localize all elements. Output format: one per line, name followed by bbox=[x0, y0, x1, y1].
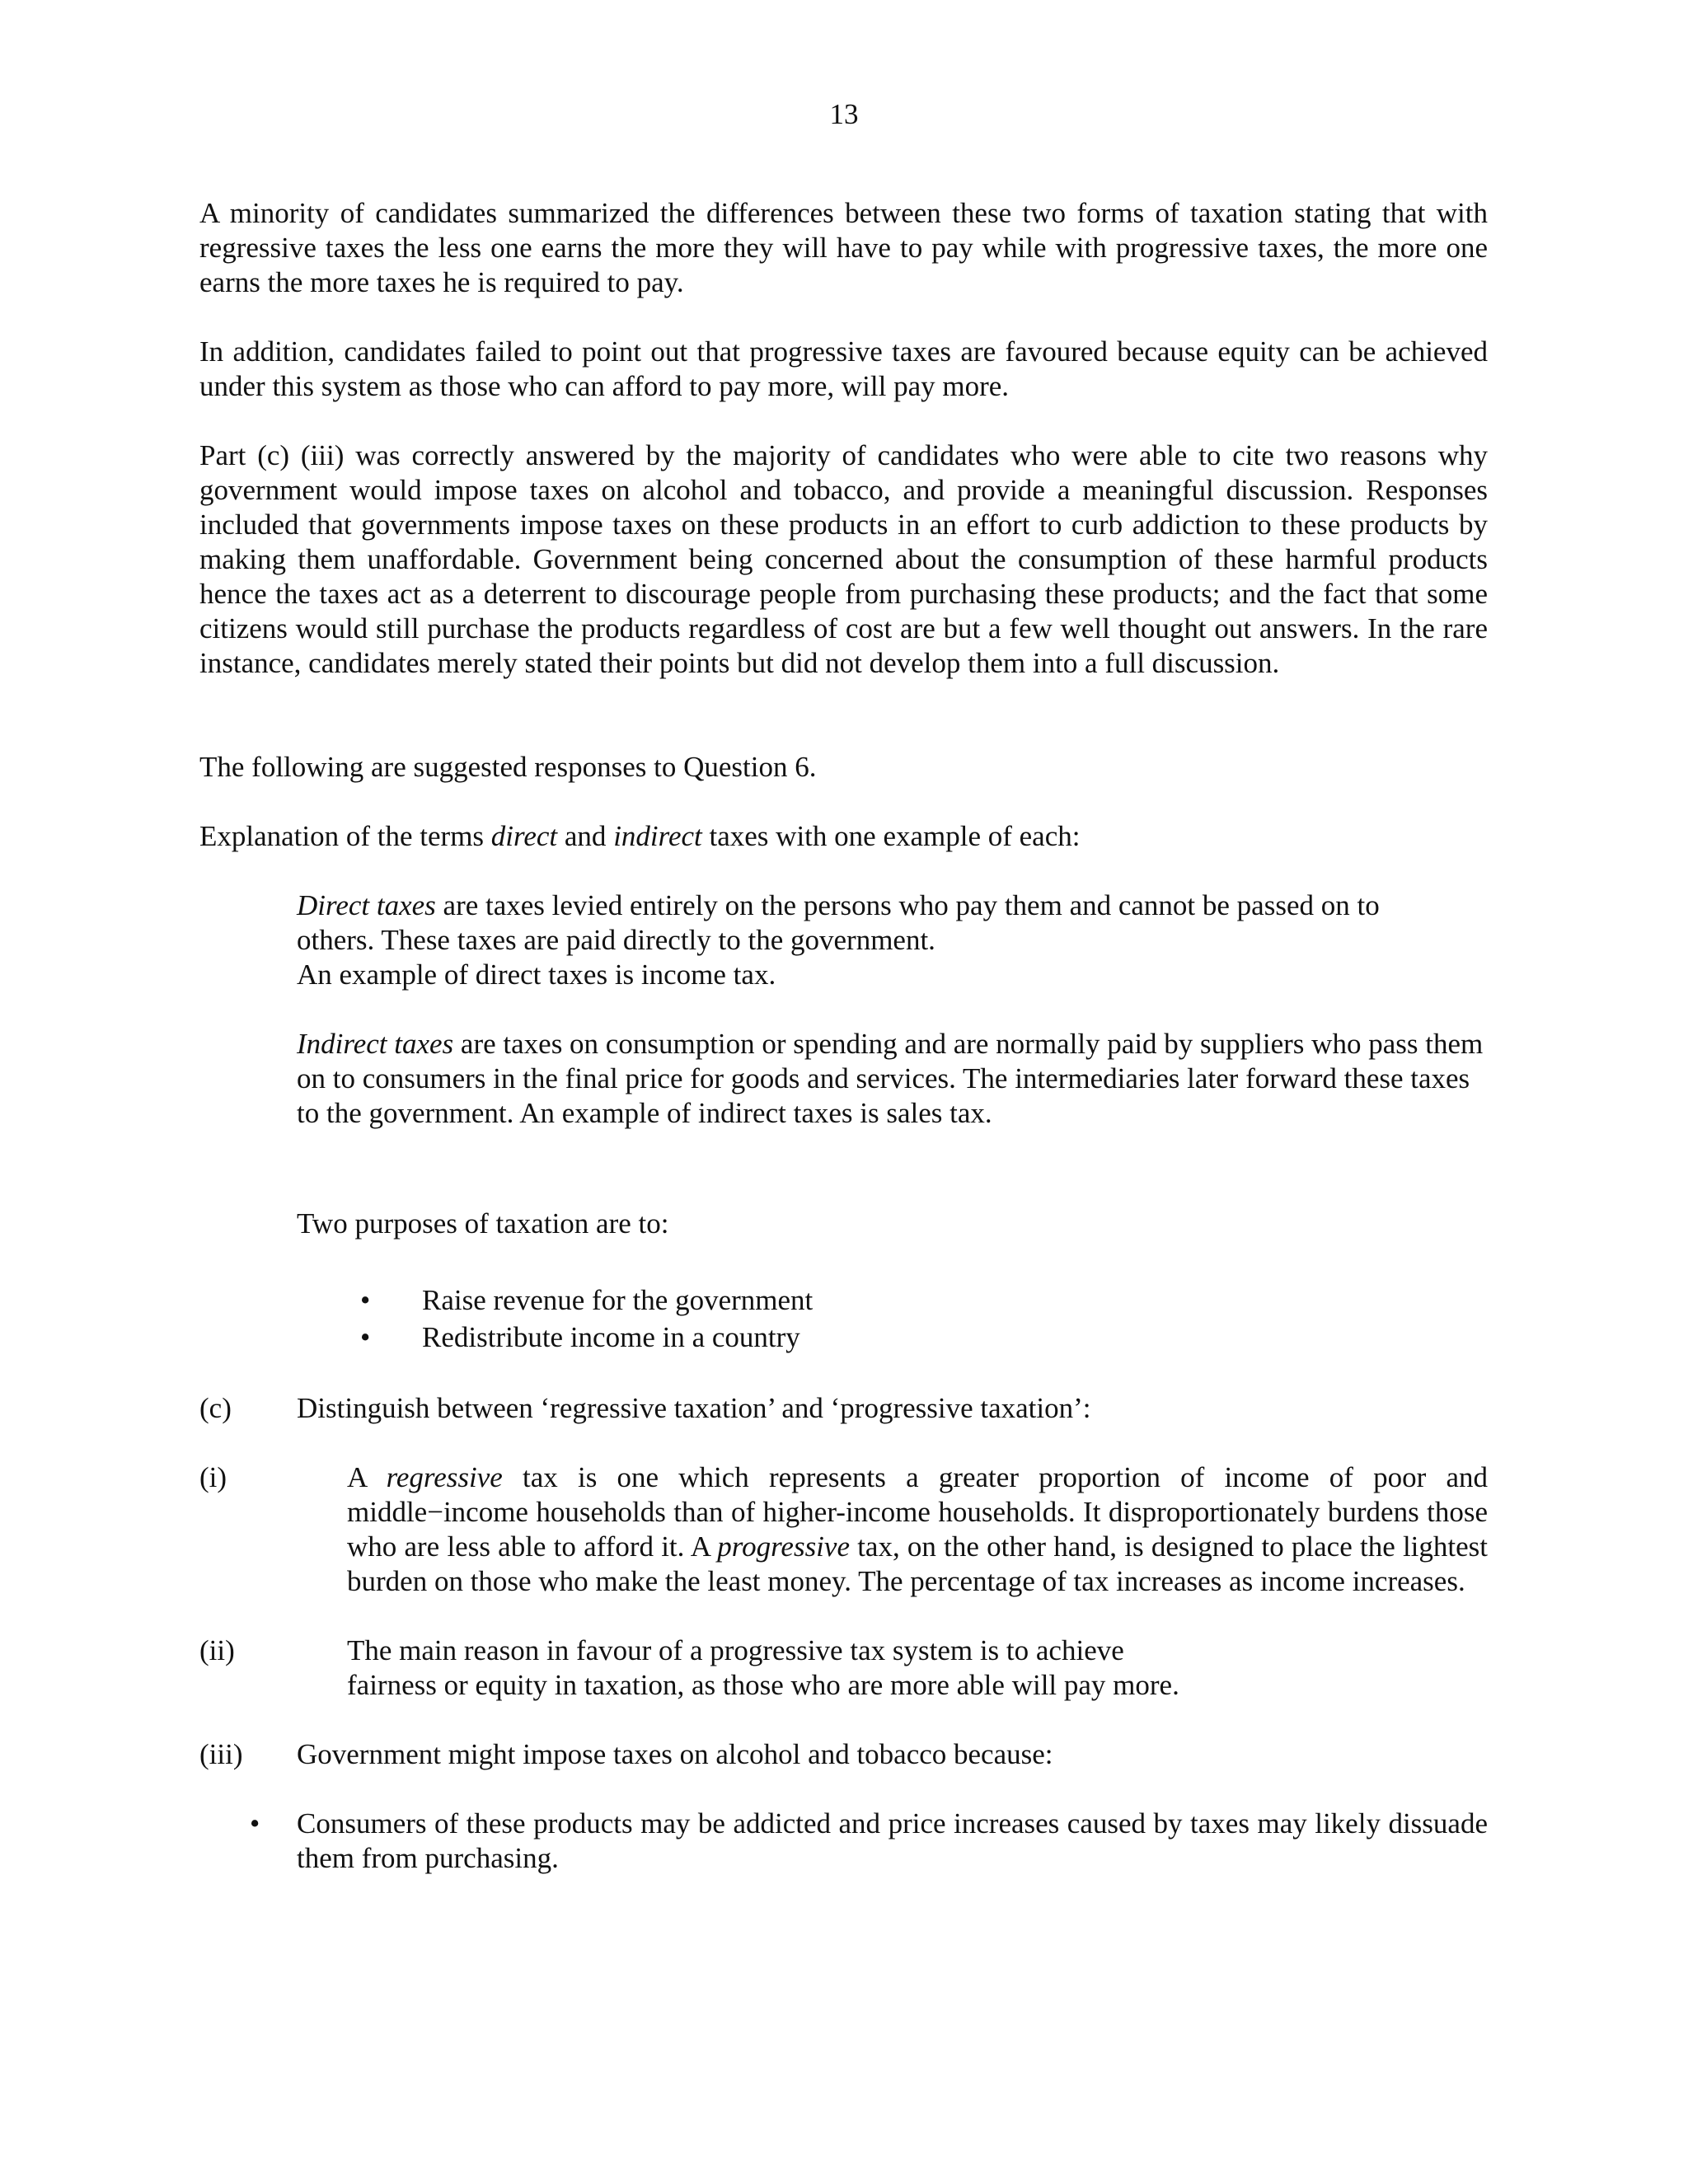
part-iii-text: Government might impose taxes on alcohol and tobacco because: bbox=[297, 1738, 1053, 1770]
paragraph-suggested-responses: The following are suggested responses to Question 6. bbox=[199, 751, 817, 783]
purposes-heading: Two purposes of taxation are to: bbox=[297, 1207, 669, 1240]
direct-taxes-text: are taxes levied entirely on the persons who pay them and cannot be passed on to others. These taxes are paid directly to the government. bbox=[297, 889, 1380, 956]
part-iii-item-1: Consumers of these products may be addicted and price increases caused by taxes may likely dissuade them from purchasing. bbox=[297, 1807, 1488, 1874]
part-i-t3: tax, on the other hand, is designed to place the lightest burden on those who make the least money. The percentage of tax increases as income increases. bbox=[347, 1530, 1488, 1597]
indirect-taxes-text: are taxes on consumption or spending and are normally paid by suppliers who pass them on to consumers in the final price for goods and services. The intermediaries later forward these taxes to the government. An example of indirect taxes is sales tax. bbox=[297, 1028, 1484, 1129]
explanation-lead-1: Explanation of the terms bbox=[199, 820, 491, 852]
direct-taxes-example: An example of direct taxes is income tax. bbox=[297, 958, 776, 991]
purpose-item-2: Redistribute income in a country bbox=[422, 1321, 800, 1353]
direct-taxes-definition bbox=[297, 888, 1451, 958]
purpose-bullet-1: • bbox=[360, 1284, 371, 1316]
part-c-label: (c) bbox=[199, 1392, 232, 1424]
part-c-text: Distinguish between ‘regressive taxation’ and ‘progressive taxation’: bbox=[297, 1392, 1091, 1424]
part-iii-label: (iii) bbox=[199, 1738, 243, 1770]
purpose-bullet-2: • bbox=[360, 1321, 371, 1353]
explanation-heading bbox=[199, 819, 1488, 854]
part-i-text bbox=[347, 1460, 1488, 1599]
purpose-item-1: Raise revenue for the government bbox=[422, 1284, 814, 1316]
part-ii-label: (ii) bbox=[199, 1634, 235, 1666]
paragraph-part-c-iii: Part (c) (iii) was correctly answered by the majority of candidates who were able to cite two reasons why government would impose taxes on alcohol and tobacco, and provide a meaningful discussion. Responses included that governments impose taxes on these products in an effort to curb addiction to these products by making them unaffordable. Government being concerned about the consumption of these harmful products hence the taxes act as a deterrent to discourage people from purchasing these products; and the fact that some citizens would still purchase the products regardless of cost are but a few well thought out answers. In the rare instance, candidates merely stated their points but did not develop them into a full discussion. bbox=[199, 439, 1488, 679]
explanation-lead-2: and bbox=[557, 820, 614, 852]
part-ii-line-2: fairness or equity in taxation, as those who are more able will pay more. bbox=[347, 1669, 1179, 1701]
term-progressive: progressive bbox=[717, 1530, 850, 1563]
part-ii-line-1: The main reason in favour of a progressive tax system is to achieve bbox=[347, 1634, 1124, 1666]
term-indirect: indirect bbox=[613, 820, 702, 852]
paragraph-equity: In addition, candidates failed to point out that progressive taxes are favoured because equity can be achieved under this system as those who can afford to pay more, will pay more. bbox=[199, 335, 1488, 402]
part-i-t2: tax is one which represents a greater proportion of income of poor and middle−income households than of higher-income households. It disproportionately burdens those who are less able to afford it. A bbox=[347, 1461, 1488, 1563]
part-i-t1: A bbox=[347, 1461, 387, 1493]
paragraph-minority: A minority of candidates summarized the differences between these two forms of taxation stating that with regressive taxes the less one earns the more they will have to pay while with progressive taxes, the more one earns the more taxes he is required to pay. bbox=[199, 197, 1488, 298]
part-iii-bullet-1: • bbox=[250, 1807, 260, 1840]
explanation-lead-3: taxes with one example of each: bbox=[701, 820, 1081, 852]
direct-taxes-term: Direct taxes bbox=[297, 889, 436, 921]
indirect-taxes-definition bbox=[297, 1027, 1484, 1131]
part-i-label: (i) bbox=[199, 1461, 227, 1493]
indirect-taxes-term: Indirect taxes bbox=[297, 1028, 454, 1060]
term-direct: direct bbox=[490, 820, 558, 852]
term-regressive: regressive bbox=[386, 1461, 503, 1493]
page-number: 13 bbox=[829, 98, 859, 130]
